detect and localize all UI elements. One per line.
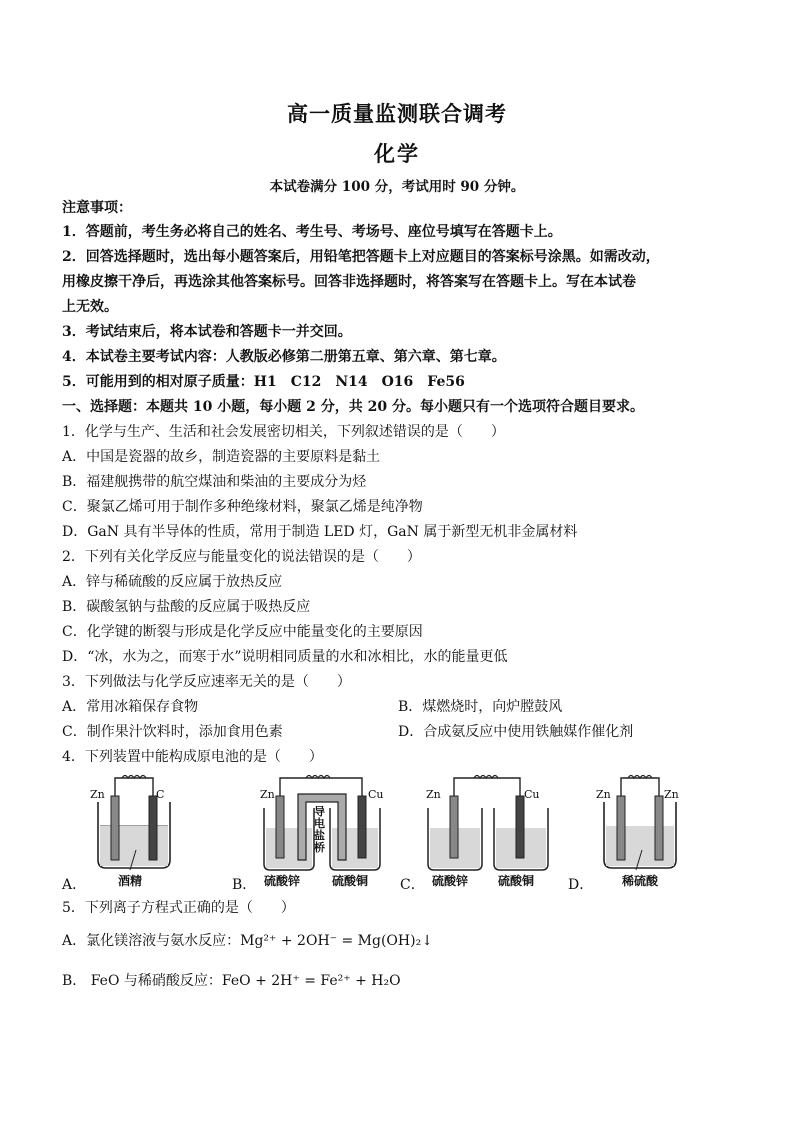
cell-figure-b (258, 774, 388, 890)
fig-a-left-electrode: Zn (90, 788, 105, 801)
fig-b-solution-right: 硫酸铜 (332, 874, 369, 888)
fig-d-right-electrode: Zn (664, 788, 679, 801)
notice-heading: 注意事项： (62, 200, 132, 216)
q5-a-equation: Mg²⁺ + 2OH⁻ = Mg(OH)₂↓ (240, 933, 433, 949)
subject-title: 化学 (374, 141, 420, 166)
fig-b-salt-bridge-label: 导电盐桥 (314, 805, 325, 854)
fig-d-letter: D． (568, 877, 594, 893)
q1-option-c: C．聚氯乙烯可用于制作多种绝缘材料，聚氯乙烯是纯净物 (62, 499, 423, 515)
q3-option-a: A．常用冰箱保存食物 (62, 699, 199, 715)
fig-b-right-electrode: Cu (368, 788, 384, 801)
q3-option-c: C．制作果汁饮料时，添加食用色素 (62, 724, 283, 740)
q2-option-a: A．锌与稀硫酸的反应属于放热反应 (62, 574, 283, 590)
fig-d-solution: 稀硫酸 (622, 874, 659, 888)
q3-option-d: D．合成氨反应中使用铁触媒作催化剂 (398, 724, 634, 740)
notice-4: 4．本试卷主要考试内容：人教版必修第二册第五章、第六章、第七章。 (62, 349, 506, 365)
q1-stem: 1．化学与生产、生活和社会发展密切相关，下列叙述错误的是（ ） (62, 424, 505, 440)
q2-option-b: B．碳酸氢钠与盐酸的反应属于吸热反应 (62, 599, 311, 615)
fig-b-solution-left: 硫酸锌 (264, 874, 301, 888)
q2-stem: 2．下列有关化学反应与能量变化的说法错误的是（ ） (62, 549, 421, 565)
exam-info: 本试卷满分 100 分，考试用时 90 分钟。 (269, 179, 525, 195)
q2-option-d: D．“冰，水为之，而寒于水”说明相同质量的水和冰相比，水的能量更低 (62, 649, 508, 665)
q1-option-b: B．福建舰携带的航空煤油和柴油的主要成分为烃 (62, 474, 367, 490)
q3-option-b: B．煤燃烧时，向炉膛鼓风 (398, 699, 563, 715)
q1-option-d: D．GaN 具有半导体的性质，常用于制造 LED 灯，GaN 属于新型无机非金属材料 (62, 524, 578, 540)
q1-option-a: A．中国是瓷器的故乡，制造瓷器的主要原料是黏土 (62, 449, 381, 465)
fig-c-right-electrode: Cu (524, 788, 540, 801)
fig-c-letter: C． (400, 877, 425, 893)
fig-b-left-electrode: Zn (260, 788, 275, 801)
exam-title: 高一质量监测联合调考 (287, 101, 507, 126)
notice-5: 5．可能用到的相对原子质量：H1 C12 N14 O16 Fe56 (62, 374, 465, 390)
fig-c-solution-right: 硫酸铜 (498, 874, 535, 888)
notice-2-end: 上无效。 (62, 299, 118, 315)
fig-a-right-electrode: C (156, 788, 165, 801)
q4-stem: 4．下列装置中能构成原电池的是（ ） (62, 749, 323, 765)
fig-a-letter: A． (62, 877, 87, 893)
q3-stem: 3．下列做法与化学反应速率无关的是（ ） (62, 674, 351, 690)
notice-1: 1．答题前，考生务必将自己的姓名、考生号、考场号、座位号填写在答题卡上。 (62, 224, 562, 240)
notice-3: 3．考试结束后，将本试卷和答题卡一并交回。 (62, 324, 352, 340)
cell-figure-a (88, 774, 180, 890)
fig-d-left-electrode: Zn (596, 788, 611, 801)
q2-option-c: C．化学键的断裂与形成是化学反应中能量变化的主要原因 (62, 624, 423, 640)
q5-b-prefix: B． FeO 与稀硝酸反应： (62, 973, 222, 989)
notice-2-cont: 用橡皮擦干净后，再选涂其他答案标号。回答非选择题时，将答案写在答题卡上。写在本试卷 (62, 274, 636, 290)
fig-c-left-electrode: Zn (426, 788, 441, 801)
fig-a-solution: 酒精 (118, 874, 143, 888)
q5-stem: 5．下列离子方程式正确的是（ ） (62, 900, 295, 916)
fig-b-letter: B． (232, 877, 257, 893)
q5-option-b (62, 972, 401, 990)
q5-a-prefix: A．氯化镁溶液与氨水反应： (62, 933, 241, 949)
cell-figure-d (594, 774, 686, 890)
fig-c-solution-left: 硫酸锌 (432, 874, 469, 888)
q5-b-equation: FeO + 2H⁺ = Fe²⁺ + H₂O (221, 973, 401, 989)
section-heading: 一、选择题：本题共 10 小题，每小题 2 分，共 20 分。每小题只有一个选项符合题目要求。 (62, 399, 644, 415)
q5-option-a (62, 932, 433, 950)
notice-2: 2．回答选择题时，选出每小题答案后，用铅笔把答题卡上对应题目的答案标号涂黑。如需改动， (62, 249, 660, 265)
cell-figure-c (424, 774, 556, 890)
